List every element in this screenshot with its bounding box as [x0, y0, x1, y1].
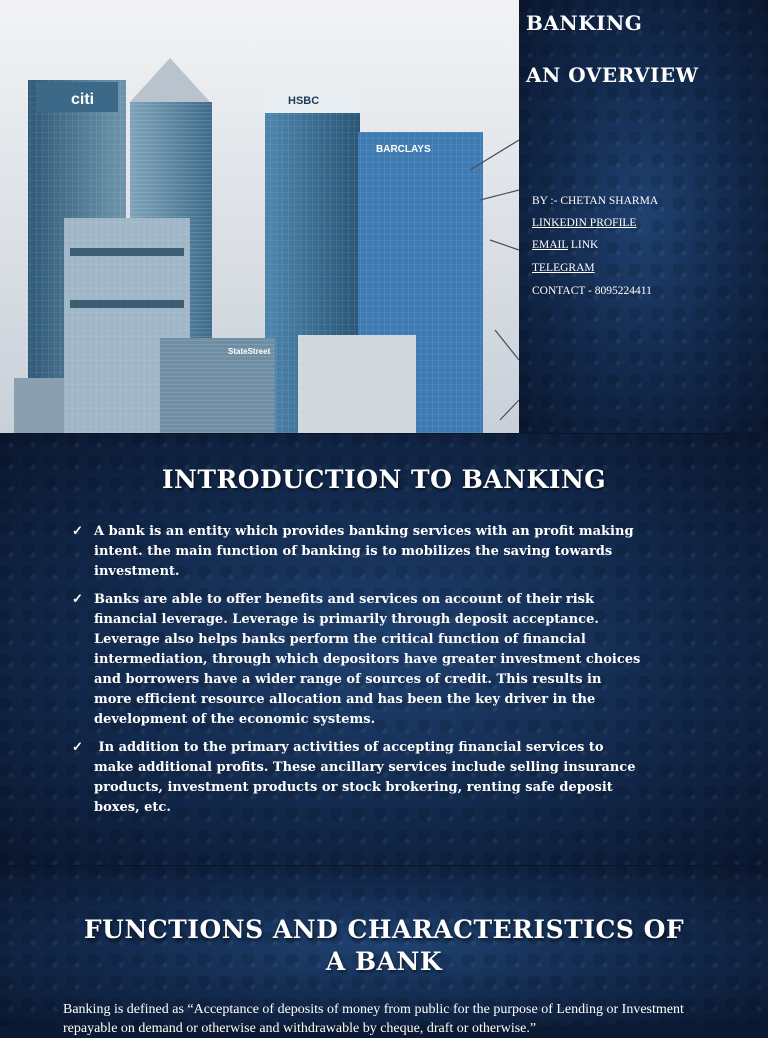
skyscrapers-photo: [0, 0, 519, 433]
contact-line: CONTACT - 8095224411: [532, 285, 652, 297]
bullet-text: Banks are able to offer benefits and services on account of their risk financial leverage. Leverage is primarily through deposit acceptance. Leverage also helps banks perform the critical function of financial intermediation, through which depositors have greater investment choices and borrowers have a wider range of sources of credit. This results in more efficient resource allocation and has been the key driver in the development of the economic systems.: [94, 592, 641, 727]
functions-heading-line2: A BANK: [325, 947, 443, 976]
introduction-slide: [0, 433, 768, 866]
statestreet-sign: StateStreet: [228, 347, 271, 356]
email-rest: LINK: [567, 239, 599, 251]
title-panel: [519, 0, 768, 433]
author-line: BY :- CHETAN SHARMA: [532, 195, 659, 207]
bullet-item: [72, 738, 642, 818]
functions-heading-line1: FUNCTIONS AND CHARACTERISTICS OF: [83, 915, 685, 944]
banking-definition-paragraph: Banking is defined as “Acceptance of deposits of money from public for the purpose of Lending or Investment repayable on demand or otherwise and withdrawable by cheque, draft or otherwise.”: [63, 1002, 684, 1036]
citi-sign: citi: [71, 91, 95, 108]
bullet-text: A bank is an entity which provides banking services with an profit making intent. the main function of banking is to mobilizes the saving towards investment.: [94, 524, 634, 579]
title-banking: BANKING: [526, 11, 643, 35]
email-link[interactable]: [532, 239, 598, 251]
hsbc-sign: HSBC: [288, 95, 320, 107]
checkmark-icon: ✓: [72, 524, 83, 539]
checkmark-icon: ✓: [72, 740, 83, 755]
functions-slide: [0, 865, 768, 1036]
bullet-list: [72, 522, 642, 826]
email-word[interactable]: EMAIL: [532, 239, 568, 251]
checkmark-icon: ✓: [72, 592, 83, 607]
telegram-link[interactable]: TELEGRAM: [532, 262, 595, 274]
bullet-item: [72, 522, 642, 582]
linkedin-link[interactable]: LINKEDIN PROFILE: [532, 217, 637, 229]
title-overview: AN OVERVIEW: [526, 63, 699, 87]
bullet-text: In addition to the primary activities of accepting financial services to make additional profits. These ancillary services include selling insurance products, investment products or stock brokering, renting safe deposit boxes, etc.: [94, 740, 641, 815]
bullet-item: [72, 590, 642, 730]
title-slide: [0, 0, 768, 433]
introduction-heading: INTRODUCTION TO BANKING: [161, 465, 607, 494]
functions-heading: [40, 914, 728, 978]
barclays-sign: BARCLAYS: [376, 144, 431, 155]
